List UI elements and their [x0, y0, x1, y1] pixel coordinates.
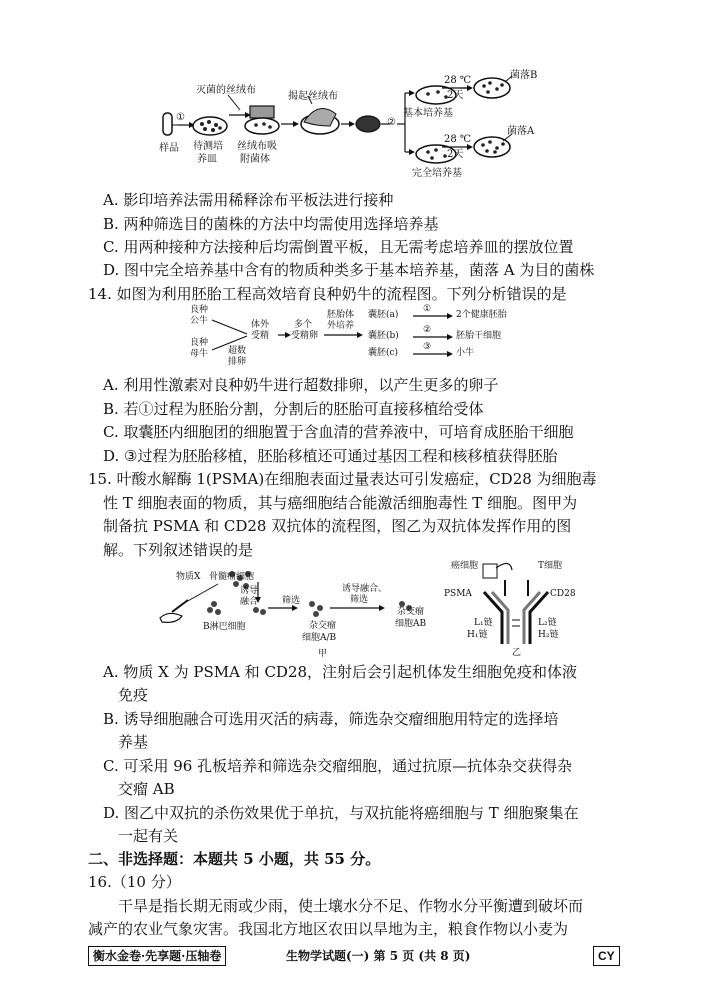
section-2-heading: 二、非选择题：本题共 5 小题，共 55 分。 [88, 850, 381, 868]
label-embryo-b: 囊胚(b) [368, 331, 399, 341]
q14-option-b: B. 若①过程为胚胎分割，分割后的胚胎可直接移植给受体 [103, 400, 484, 418]
footer-code: CY [593, 946, 620, 966]
q13-option-b: B. 两种筛选目的菌株的方法中均需使用选择培养基 [103, 215, 439, 233]
label-plate-line1: 待测培 [193, 141, 223, 152]
label-jia: 甲 [318, 649, 328, 659]
q15-stem-line2: 性 T 细胞表面的物质，其与癌细胞结合能激活细胞毒性 T 细胞。图甲为 [103, 494, 578, 512]
label-step1: ① [423, 304, 432, 314]
label-culture-line1: 胚胎体 [327, 310, 355, 320]
q15-option-a-line2: 免疫 [118, 686, 149, 704]
label-multi-line1: 多个 [294, 320, 313, 330]
label-step2: ② [387, 117, 396, 128]
label-days-top: 2天 [447, 90, 464, 101]
q13-option-a: A. 影印培养法需用稀释涂布平板法进行接种 [103, 191, 394, 209]
label-step2: ② [423, 325, 432, 335]
label-lift-cloth: 揭起丝绒布 [288, 91, 338, 102]
label-multi-line2: 受精卵 [291, 331, 319, 341]
sample-tube-icon [163, 113, 172, 135]
footer-series: 衡水金卷·先享题·压轴卷 [88, 946, 226, 966]
q14-option-c: C. 取囊胚内细胞团的细胞置于含血清的营养液中，可培育成胚胎干细胞 [103, 423, 574, 441]
cancer-cell-box [483, 564, 497, 578]
q15-option-d-line1: D. 图乙中双抗的杀伤效果优于单抗，与双抗能将癌细胞与 T 细胞聚集在 [103, 804, 579, 822]
label-plate-line2: 养皿 [197, 154, 217, 165]
label-colony-b: 菌落B [510, 70, 538, 81]
label-h2: H₂链 [538, 630, 559, 640]
label-cloth-line2: 附菌体 [240, 154, 270, 165]
label-sterile-cloth: 灭菌的丝绒布 [196, 85, 256, 96]
label-myeloma: 骨髓瘤细胞 [209, 572, 255, 582]
label-screen: 筛选 [282, 596, 301, 606]
label-embryo-a: 囊胚(a) [368, 310, 399, 320]
velvet-cloth-icon [250, 106, 274, 118]
label-induce-b: 融合 [240, 597, 259, 607]
label-step3: ③ [423, 342, 432, 352]
q14-option-d: D. ③过程为胚胎移植，胚胎移植还可通过基因工程和核移植获得胚胎 [103, 447, 558, 465]
q15-option-a-line1: A. 物质 X 为 PSMA 和 CD28，注射后会引起机体发生细胞免疫和体液 [103, 663, 578, 681]
test-plate-icon [193, 117, 227, 135]
label-ivf-line2: 受精 [251, 331, 270, 341]
q15-option-d-line2: 一起有关 [118, 827, 179, 845]
label-induce-a: 诱导 [240, 586, 259, 596]
q16-line2: 减产的农业气象灾害。我国北方地区农田以旱地为主，粮食作物以小麦为 [88, 920, 569, 938]
label-induce-screen-line1: 诱导融合、 [342, 584, 388, 594]
label-step1: ① [176, 112, 185, 123]
q15-option-b-line2: 养基 [118, 733, 149, 751]
label-l2: L₂链 [538, 618, 557, 628]
label-cloth-line1: 丝绒布吸 [237, 141, 277, 152]
label-hybridoma-final-line1: 杂交瘤 [397, 607, 425, 617]
replica-plating-diagram [0, 0, 707, 190]
label-b-cell: B淋巴细胞 [203, 622, 246, 632]
q15-option-c-line2: 交瘤 AB [118, 780, 175, 798]
q15-stem-line1: 15. 叶酸水解酶 1(PSMA)在细胞表面过量表达可引发癌症，CD28 为细胞毒 [88, 470, 597, 488]
q15-option-c-line1: C. 可采用 96 孔板培养和筛选杂交瘤细胞，通过抗原—抗体杂交获得杂 [103, 757, 573, 775]
label-superov-line2: 排卵 [228, 357, 247, 367]
label-substance-x: 物质X [176, 572, 201, 582]
mouse-icon [160, 613, 182, 622]
q16-head: 16.（10 分） [88, 873, 181, 891]
label-t-cell: T细胞 [538, 561, 563, 571]
label-induce-screen-line2: 筛选 [350, 595, 369, 605]
label-cancer-cell: 癌细胞 [451, 561, 479, 571]
label-result3: 小牛 [456, 348, 475, 358]
label-bull-line2: 公牛 [190, 316, 209, 326]
label-cd28: CD28 [550, 589, 576, 599]
label-cow-line1: 良种 [190, 338, 209, 348]
label-basic-medium: 基本培养基 [403, 108, 453, 119]
label-colony-a: 菌落A [507, 126, 535, 137]
q15-stem-line3: 制备抗 PSMA 和 CD28 双抗体的流程图，图乙为双抗体发挥作用的图 [103, 517, 572, 535]
footer-page-info: 生物学试题(一) 第 5 页 (共 8 页) [286, 949, 471, 963]
q16-line1: 干旱是指长期无雨或少雨，使土壤水分不足、作物水分平衡遭到破坏而 [118, 897, 584, 915]
label-result2: 胚胎干细胞 [456, 331, 502, 341]
label-hybridoma-final-line2: 细胞AB [395, 619, 427, 629]
q14-option-a: A. 利用性激素对良种奶牛进行超数排卵，以产生更多的卵子 [103, 376, 499, 394]
q15-stem-line4: 解。下列叙述错误的是 [103, 541, 254, 559]
label-result1: 2个健康胚胎 [456, 310, 507, 320]
q13-option-c: C. 用两种接种方法接种后均需倒置平板，且无需考虑培养皿的摆放位置 [103, 238, 574, 256]
label-psma: PSMA [444, 589, 472, 599]
label-hybridoma-ab-line2: 细胞A/B [302, 633, 337, 643]
label-days-bottom: 2天 [447, 149, 464, 160]
label-bull-line1: 良种 [190, 305, 209, 315]
q13-option-d: D. 图中完全培养基中含有的物质种类多于基本培养基，菌落 A 为目的菌株 [103, 261, 595, 279]
label-complete-medium: 完全培养基 [412, 168, 462, 179]
label-embryo-c: 囊胚(c) [368, 348, 399, 358]
label-l1: L₁链 [474, 618, 493, 628]
q14-stem: 14. 如图为利用胚胎工程高效培育良种奶牛的流程图。下列分析错误的是 [88, 285, 567, 303]
label-superov-line1: 超数 [228, 346, 247, 356]
label-culture-line2: 外培养 [327, 321, 355, 331]
label-ivf-line1: 体外 [251, 320, 270, 330]
label-temp-top: 28 ℃ [444, 75, 472, 86]
label-h1: H₁链 [467, 630, 488, 640]
label-hybridoma-ab-line1: 杂交瘤 [309, 621, 337, 631]
q15-option-b-line1: B. 诱导细胞融合可选用灭活的病毒，筛选杂交瘤细胞用特定的选择培 [103, 710, 559, 728]
label-temp-bottom: 28 ℃ [444, 134, 472, 145]
bispecific-antibody-diagram [0, 560, 707, 660]
label-yi: 乙 [512, 648, 522, 658]
label-sample: 样品 [159, 143, 179, 154]
label-cow-line2: 母牛 [190, 349, 209, 359]
